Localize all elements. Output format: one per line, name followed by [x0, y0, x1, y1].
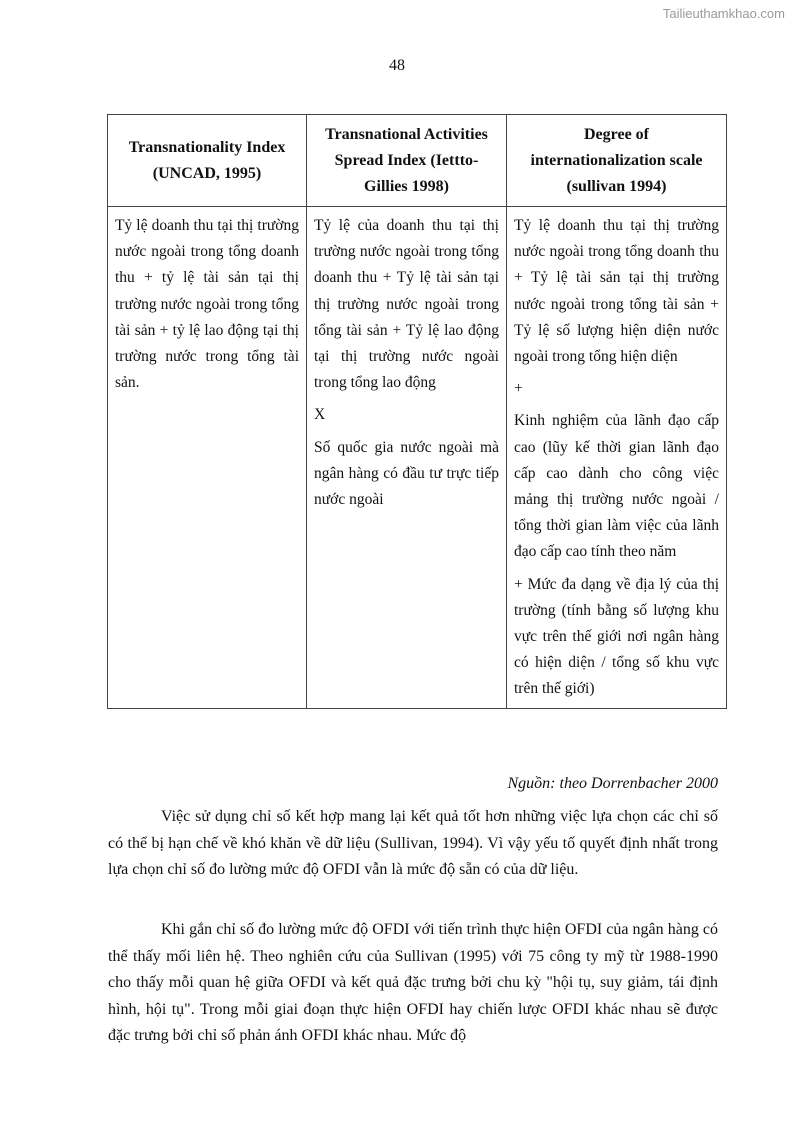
page-number: 48 — [389, 57, 405, 74]
cell-operator: + — [514, 380, 523, 398]
table-row — [108, 207, 727, 709]
header-transnationality-index: Transnationality Index (UNCAD, 1995) — [108, 115, 307, 207]
cell-text: Tỷ lệ doanh thu tại thị trường nước ngoài trong tổng doanh thu + tỷ lệ tài sản tại thị trường nước ngoài trong tổng tài sản + tỷ lệ lao động tại thị trường nước trong tổng tài sản. — [115, 217, 299, 392]
index-comparison-table — [107, 114, 727, 709]
cell-internationalization-scale — [507, 207, 727, 709]
body-paragraph: Việc sử dụng chỉ số kết hợp mang lại kết quả tốt hơn những việc lựa chọn các chỉ số có thể bị hạn chế về khó khăn về dữ liệu (Sullivan, 1994). Vì vậy yếu tố quyết định nhất trong lựa chọn chỉ số đo lường mức độ OFDI vẫn là mức độ sẵn có của dữ liệu. — [108, 808, 718, 878]
header-internationalization-scale: Degree of internationalization scale (sullivan 1994) — [507, 115, 727, 207]
cell-operator: X — [314, 406, 326, 424]
source-note: Nguồn: theo Dorrenbacher 2000 — [507, 775, 718, 792]
header-activities-spread-index: Transnational Activities Spread Index (Iettto-Gillies 1998) — [307, 115, 507, 207]
cell-text: Tỷ lệ của doanh thu tại thị trường nước ngoài trong tổng doanh thu + Tỷ lệ tài sản tại thị trường nước ngoài trong tổng tài sản + Tỷ lệ lao động tại thị trường nước ngoài trong tổng lao động — [314, 217, 499, 392]
table-header-row — [108, 115, 727, 207]
cell-transnationality-index — [108, 207, 307, 709]
cell-text: Số quốc gia nước ngoài mà ngân hàng có đầu tư trực tiếp nước ngoài — [314, 438, 499, 509]
cell-activities-spread-index — [307, 207, 507, 709]
watermark: Tailieuthamkhao.com — [662, 6, 785, 21]
body-paragraph: Khi gắn chỉ số đo lường mức độ OFDI với tiến trình thực hiện OFDI của ngân hàng có thể thấy mối liên hệ. Theo nghiên cứu của Sullivan (1995) với 75 công ty mỹ từ 1988-1990 cho thấy mỗi quan hệ giữa OFDI và kết quả đặc trưng bởi chu kỳ "hội tụ, suy giảm, tái định hình, hội tụ". Trong mỗi giai đoạn thực hiện OFDI hay chiến lược OFDI khác nhau sẽ được đặc trưng bởi chỉ số phản ánh OFDI khác nhau. Mức độ — [108, 921, 718, 1044]
cell-text: Tỷ lệ doanh thu tại thị trường nước ngoài trong tổng doanh thu + Tỷ lệ tài sản tại thị trường nước ngoài trong tổng tài sản + Tỷ lệ số lượng hiện diện nước ngoài trong tổng hiện diện — [514, 217, 719, 366]
cell-text: + Mức đa dạng về địa lý của thị trường (tính bằng số lượng khu vực trên thế giới nơi ngân hàng có hiện diện / tổng số khu vực trên thế giới) — [514, 575, 719, 698]
cell-text: Kinh nghiệm của lãnh đạo cấp cao (lũy kế thời gian lãnh đạo cấp cao dành cho công việc mảng thị trường nước ngoài / tổng thời gian làm việc của lãnh đạo cấp cao tính theo năm — [514, 412, 719, 561]
